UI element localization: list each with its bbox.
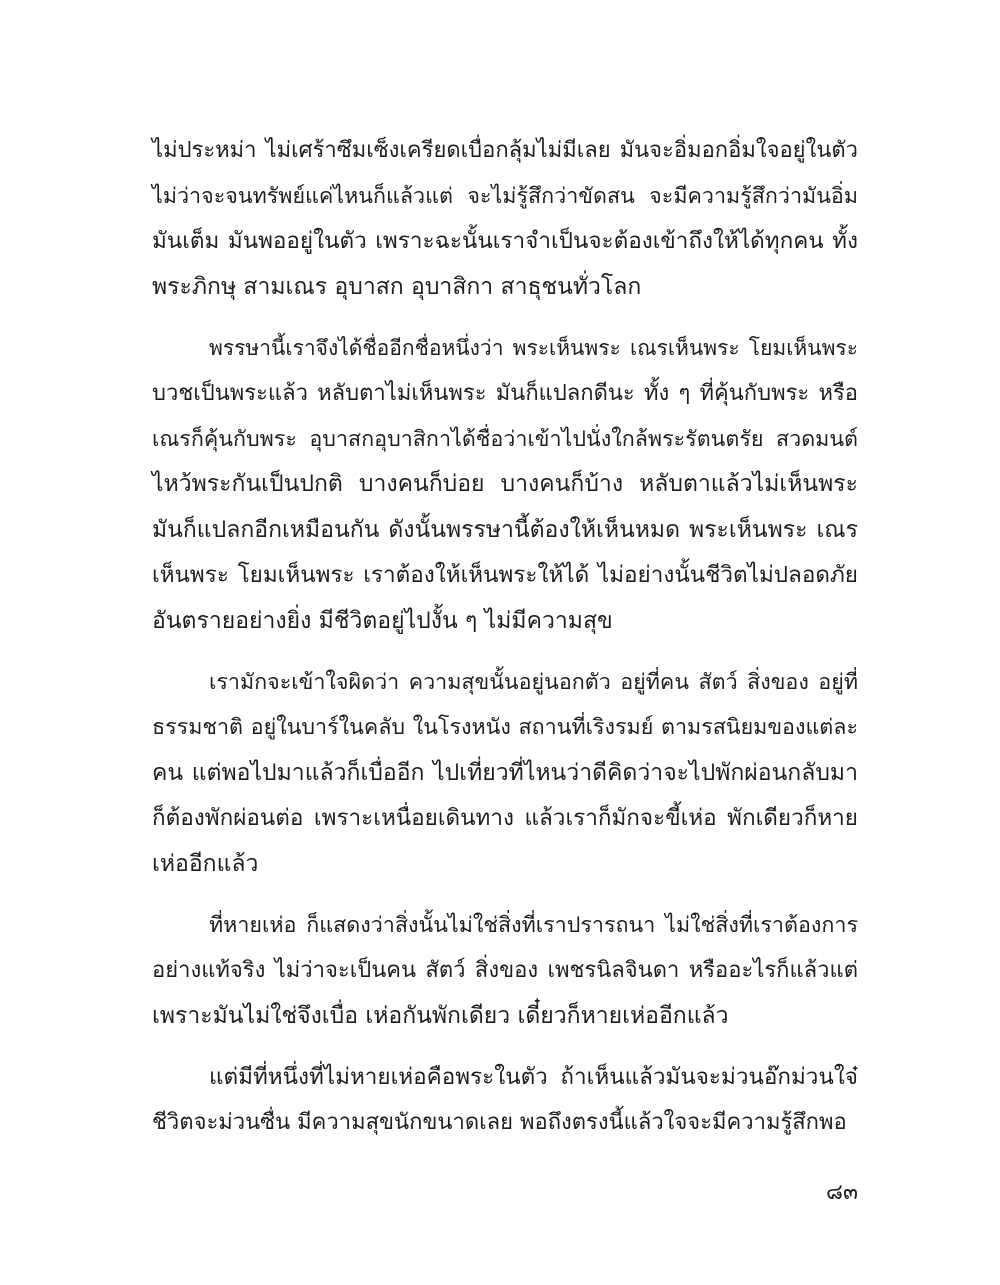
text-line: เห่ออีกแล้ว xyxy=(152,850,259,877)
text-line: บวชเป็นพระแล้ว หลับตาไม่เห็นพระ มันก็แปลกดีนะ ทั้ง ๆ ที่คุ้นกับพระ หรือ xyxy=(152,381,858,406)
text-line: คน แต่พอไปมาแล้วก็เบื่ออีก ไปเที่ยวที่ไหนว่าดีคิดว่าจะไปพักผ่อนกลับมา xyxy=(152,759,858,786)
text-line: ก็ต้องพักผ่อนต่อ เพราะเหนื่อยเดินทาง แล้วเราก็มักจะขี้เห่อ พักเดียวก็หาย xyxy=(152,805,858,831)
paragraph xyxy=(152,1055,858,1146)
text-line: พระภิกษุ สามเณร อุบาสก อุบาสิกา สาธุชนทั่วโลก xyxy=(152,273,642,300)
text-line: เรามักจะเข้าใจผิดว่า ความสุขนั้นอยู่นอกตัว อยู่ที่คน สัตว์ สิ่งของ อยู่ที่ xyxy=(209,669,858,695)
text-line: ธรรมชาติ อยู่ในบาร์ในคลับ ในโรงหนัง สถานที่เริงรมย์ ตามรสนิยมของแต่ละ xyxy=(152,715,858,740)
text-line: ไม่ว่าจะจนทรัพย์แค่ไหนก็แล้วแต่ จะไม่รู้สึกว่าขัดสน จะมีความรู้สึกว่ามันอิ่ม xyxy=(152,183,858,209)
text-line: แต่มีที่หนึ่งที่ไม่หายเห่อคือพระในตัว ถ้าเห็นแล้วมันจะม่วนอ๊กม่วนใจ๋ xyxy=(209,1063,858,1090)
text-line: ไม่ประหม่า ไม่เศร้าซึมเซ็งเครียดเบื่อกลุ้มไม่มีเลย มันจะอิ่มอกอิ่มใจอยู่ในตัว xyxy=(152,138,858,163)
text-line: มันก็แปลกอีกเหมือนกัน ดังนั้นพรรษานี้ต้องให้เห็นหมด พระเห็นพระ เณร xyxy=(152,516,858,543)
paragraph xyxy=(152,660,858,888)
body-text xyxy=(152,128,858,1146)
paragraph xyxy=(152,326,858,645)
text-line: อันตรายอย่างยิ่ง มีชีวิตอยู่ไปงั้น ๆ ไม่มีความสุข xyxy=(152,607,613,634)
text-line: เณรก็คุ้นกับพระ อุบาสกอุบาสิกาได้ชื่อว่าเข้าไปนั่งใกล้พระรัตนตรัย สวดมนต์ xyxy=(152,426,858,452)
text-line: ชีวิตจะม่วนซื่น มีความสุขนักขนาดเลย พอถึงตรงนี้แล้วใจจะมีความรู้สึกพอ xyxy=(152,1110,847,1135)
text-line: พรรษานี้เราจึงได้ชื่ออีกชื่อหนึ่งว่า พระเห็นพระ เณรเห็นพระ โยมเห็นพระ xyxy=(209,335,858,360)
paragraph xyxy=(152,903,858,1040)
text-line: ไหว้พระกันเป็นปกติ บางคนก็บ่อย บางคนก็บ้าง หลับตาแล้วไม่เห็นพระ xyxy=(152,471,858,497)
text-line: มันเต็ม มันพออยู่ในตัว เพราะฉะนั้นเราจำเป็นจะต้องเข้าถึงให้ได้ทุกคน ทั้ง xyxy=(152,228,858,254)
text-line: ที่หายเห่อ ก็แสดงว่าสิ่งนั้นไม่ใช่สิ่งที่เราปรารถนา ไม่ใช่สิ่งที่เราต้องการ xyxy=(209,912,858,938)
paragraph xyxy=(152,128,858,310)
text-line: เห็นพระ โยมเห็นพระ เราต้องให้เห็นพระให้ได้ ไม่อย่างนั้นชีวิตไม่ปลอดภัย xyxy=(152,562,858,588)
page-number: ๘๓ xyxy=(825,1180,858,1205)
text-line: เพราะมันไม่ใช่จึงเบื่อ เห่อกันพักเดียว เดี๋ยวก็หายเห่ออีกแล้ว xyxy=(152,1002,729,1029)
text-line: อย่างแท้จริง ไม่ว่าจะเป็นคน สัตว์ สิ่งของ เพชรนิลจินดา หรืออะไรก็แล้วแต่ xyxy=(152,958,858,983)
